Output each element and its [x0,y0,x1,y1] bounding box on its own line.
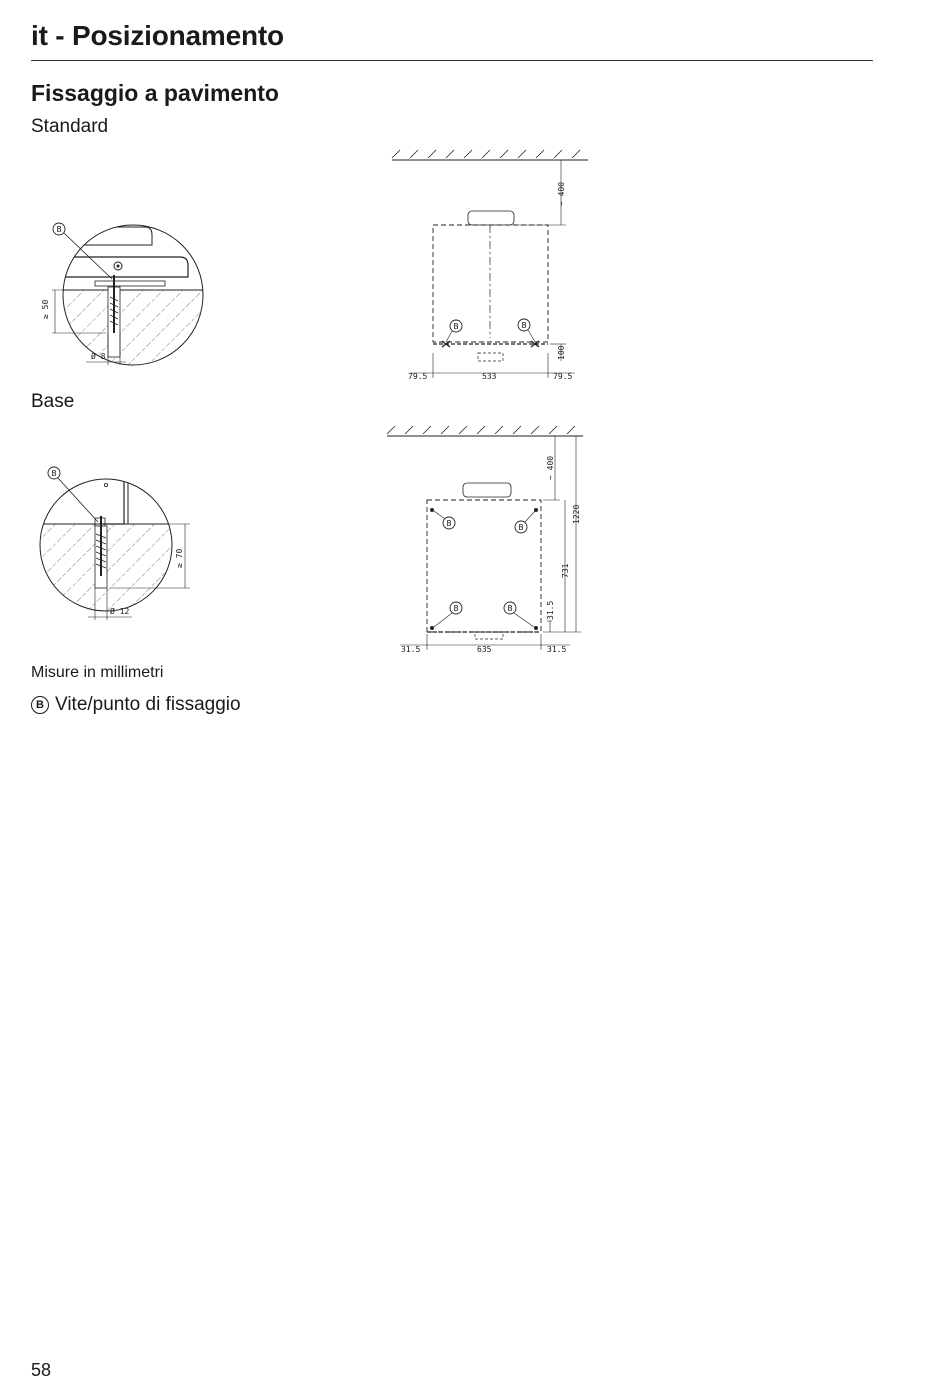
base-marker-top-left: B [446,519,452,528]
base-detail-drawing [40,460,200,625]
header-rule [31,60,873,61]
dim-left-offset: 79.5 [408,372,428,381]
detail-marker: B [56,225,62,234]
base-marker-bottom-right: B [507,604,513,613]
base-marker-top-right: B [518,523,524,532]
plan-marker-left: B [453,322,459,331]
page-title: it - Posizionamento [31,20,284,51]
dim-depth-offset: 100 [557,345,566,360]
dim-base-depth: 731 [561,563,570,578]
dim-width: 533 [482,372,497,381]
dim-base-right-offset: 31.5 [547,645,567,654]
plan-marker-right: B [521,321,527,330]
dim-base-diameter: Ø 12 [110,607,130,616]
standard-detail-drawing [40,215,200,370]
dim-right-offset: 79.5 [553,372,573,381]
dim-base-wall-gap: ~ 400 [546,455,555,480]
subtitle-base: Base [31,391,75,412]
dim-wall-gap: ~ 400 [557,181,566,206]
dim-base-width: 635 [477,645,492,654]
dim-base-min-depth: ≥ 70 [175,548,184,568]
legend [31,694,241,716]
legend-text: Vite/punto di fissaggio [55,694,241,715]
units-note: Misure in millimetri [31,664,164,681]
page-number: 58 [31,1360,52,1380]
section-title: Fissaggio a pavimento [31,80,279,106]
base-plan-drawing [385,420,595,660]
subtitle-standard: Standard [31,116,109,137]
dim-diameter: Ø 8 [91,352,106,361]
standard-plan-drawing [390,148,600,388]
dim-min-depth: ≥ 50 [41,299,50,319]
base-detail-marker: B [51,469,57,478]
dim-total-height: 1220 [572,504,581,524]
dim-base-left-offset: 31.5 [401,645,421,654]
base-marker-bottom-left: B [453,604,459,613]
marker-b-icon: B [31,696,49,714]
dim-bottom-offset: 31.5 [546,600,555,620]
